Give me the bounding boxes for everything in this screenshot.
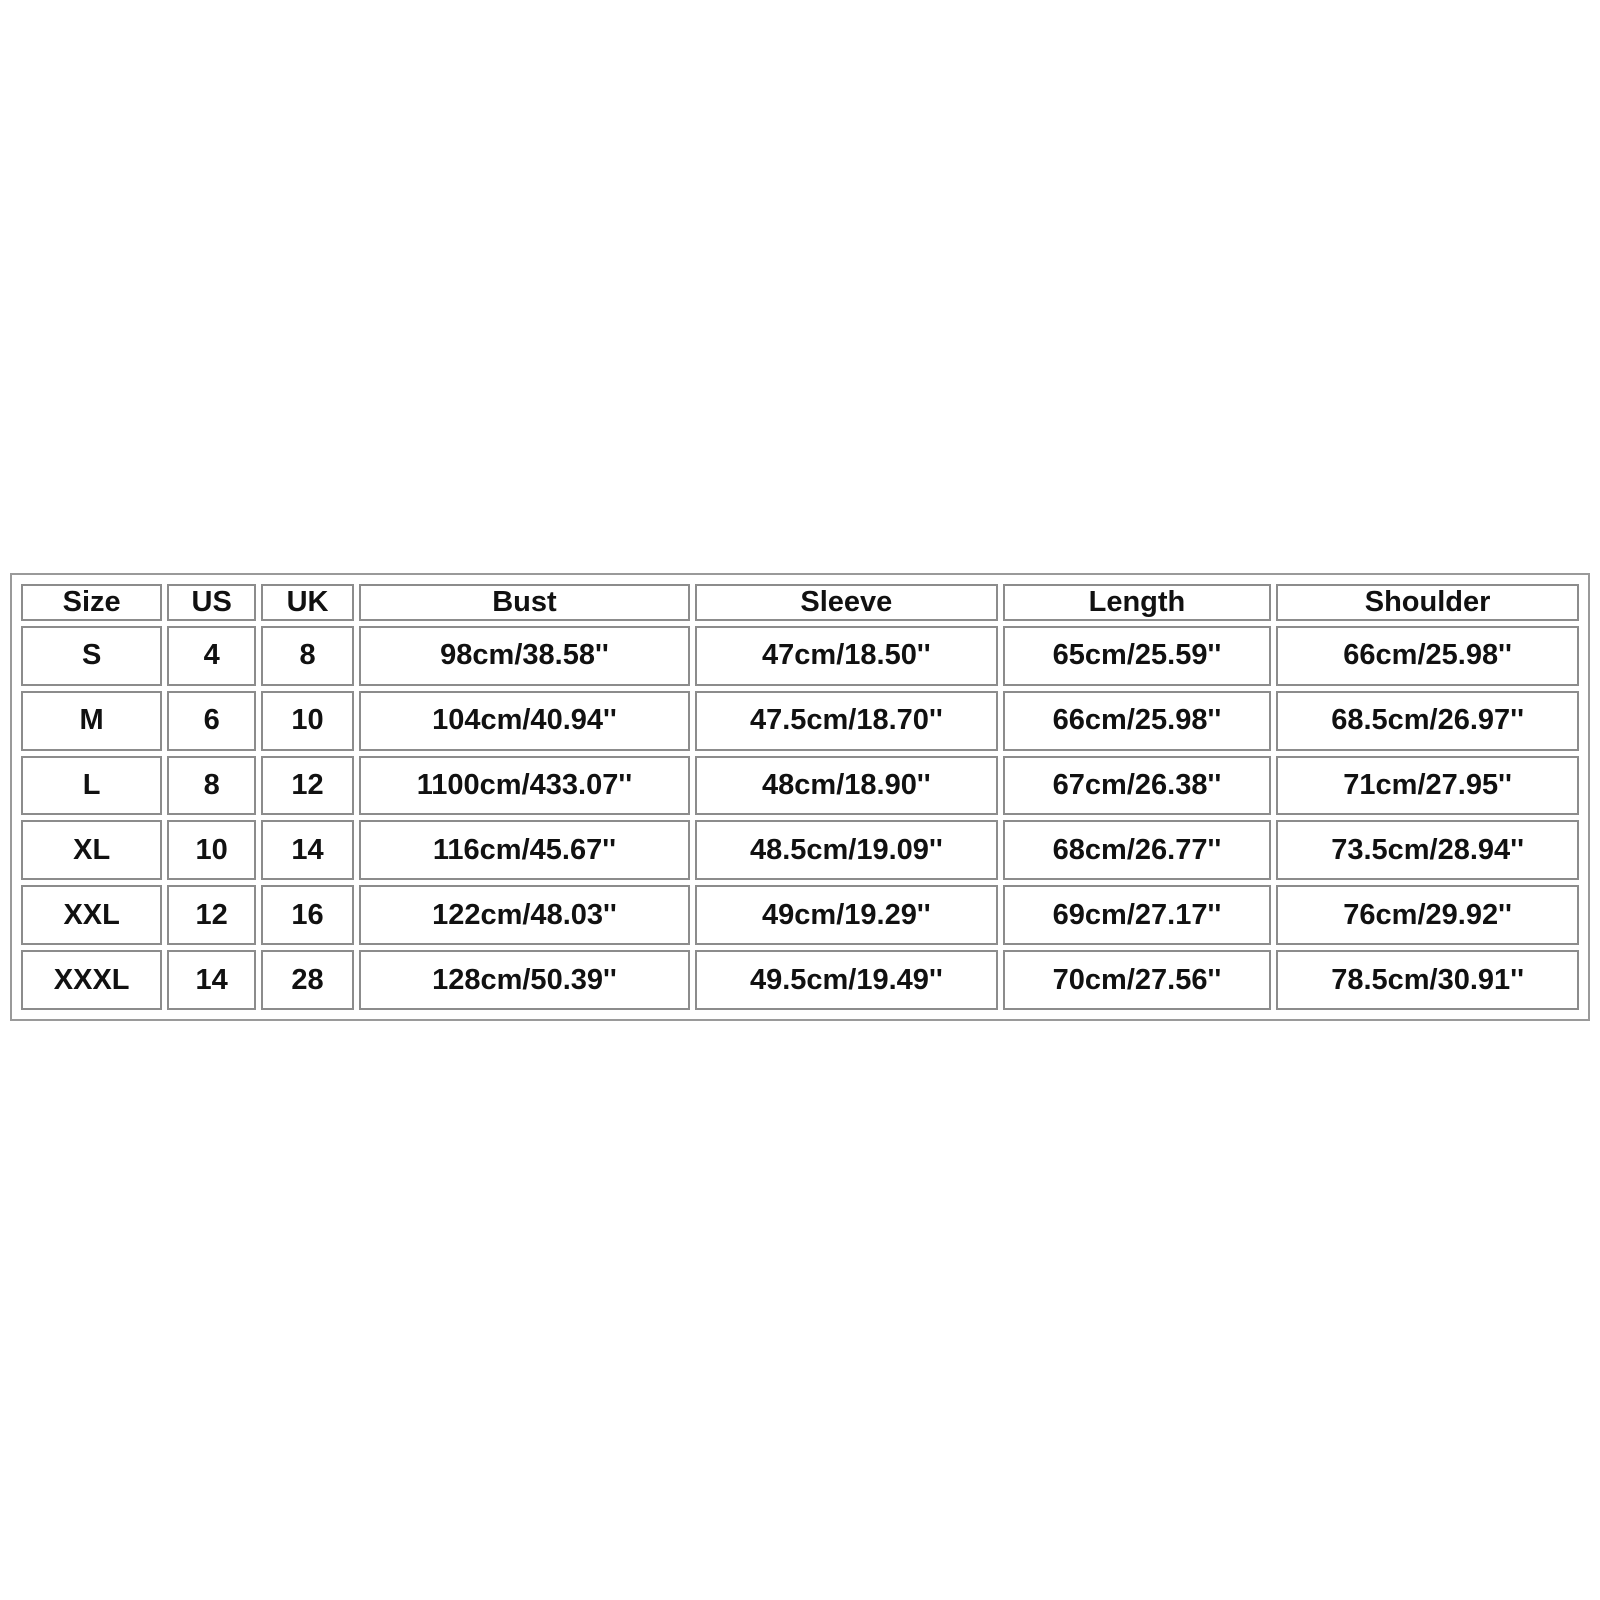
cell-us: 10 xyxy=(167,820,256,880)
cell-us: 12 xyxy=(167,885,256,945)
table-row xyxy=(21,885,1579,945)
cell-size: XXXL xyxy=(21,950,162,1010)
cell-shoulder: 71cm/27.95'' xyxy=(1276,756,1579,816)
cell-sleeve: 47.5cm/18.70'' xyxy=(695,691,998,751)
cell-shoulder: 66cm/25.98'' xyxy=(1276,626,1579,686)
cell-uk: 10 xyxy=(261,691,354,751)
cell-uk: 16 xyxy=(261,885,354,945)
cell-length: 69cm/27.17'' xyxy=(1003,885,1271,945)
cell-size: L xyxy=(21,756,162,816)
size-chart-table xyxy=(16,579,1584,1015)
cell-size: M xyxy=(21,691,162,751)
cell-size: S xyxy=(21,626,162,686)
header-sleeve: Sleeve xyxy=(695,584,998,621)
cell-sleeve: 47cm/18.50'' xyxy=(695,626,998,686)
header-row xyxy=(21,584,1579,621)
cell-shoulder: 68.5cm/26.97'' xyxy=(1276,691,1579,751)
cell-uk: 14 xyxy=(261,820,354,880)
cell-length: 66cm/25.98'' xyxy=(1003,691,1271,751)
cell-us: 6 xyxy=(167,691,256,751)
cell-length: 65cm/25.59'' xyxy=(1003,626,1271,686)
size-chart-frame xyxy=(10,573,1590,1021)
cell-size: XL xyxy=(21,820,162,880)
cell-sleeve: 49cm/19.29'' xyxy=(695,885,998,945)
cell-bust: 116cm/45.67'' xyxy=(359,820,690,880)
cell-uk: 8 xyxy=(261,626,354,686)
header-bust: Bust xyxy=(359,584,690,621)
cell-length: 70cm/27.56'' xyxy=(1003,950,1271,1010)
cell-bust: 128cm/50.39'' xyxy=(359,950,690,1010)
cell-shoulder: 76cm/29.92'' xyxy=(1276,885,1579,945)
header-uk: UK xyxy=(261,584,354,621)
cell-sleeve: 48.5cm/19.09'' xyxy=(695,820,998,880)
cell-bust: 104cm/40.94'' xyxy=(359,691,690,751)
cell-sleeve: 49.5cm/19.49'' xyxy=(695,950,998,1010)
table-row xyxy=(21,626,1579,686)
cell-us: 4 xyxy=(167,626,256,686)
cell-length: 67cm/26.38'' xyxy=(1003,756,1271,816)
table-row xyxy=(21,691,1579,751)
cell-bust: 98cm/38.58'' xyxy=(359,626,690,686)
cell-shoulder: 78.5cm/30.91'' xyxy=(1276,950,1579,1010)
header-us: US xyxy=(167,584,256,621)
table-row xyxy=(21,820,1579,880)
cell-sleeve: 48cm/18.90'' xyxy=(695,756,998,816)
header-shoulder: Shoulder xyxy=(1276,584,1579,621)
cell-shoulder: 73.5cm/28.94'' xyxy=(1276,820,1579,880)
cell-bust: 122cm/48.03'' xyxy=(359,885,690,945)
table-row xyxy=(21,950,1579,1010)
cell-size: XXL xyxy=(21,885,162,945)
cell-uk: 28 xyxy=(261,950,354,1010)
cell-bust: 1100cm/433.07'' xyxy=(359,756,690,816)
cell-length: 68cm/26.77'' xyxy=(1003,820,1271,880)
table-row xyxy=(21,756,1579,816)
cell-us: 8 xyxy=(167,756,256,816)
cell-us: 14 xyxy=(167,950,256,1010)
header-length: Length xyxy=(1003,584,1271,621)
cell-uk: 12 xyxy=(261,756,354,816)
header-size: Size xyxy=(21,584,162,621)
